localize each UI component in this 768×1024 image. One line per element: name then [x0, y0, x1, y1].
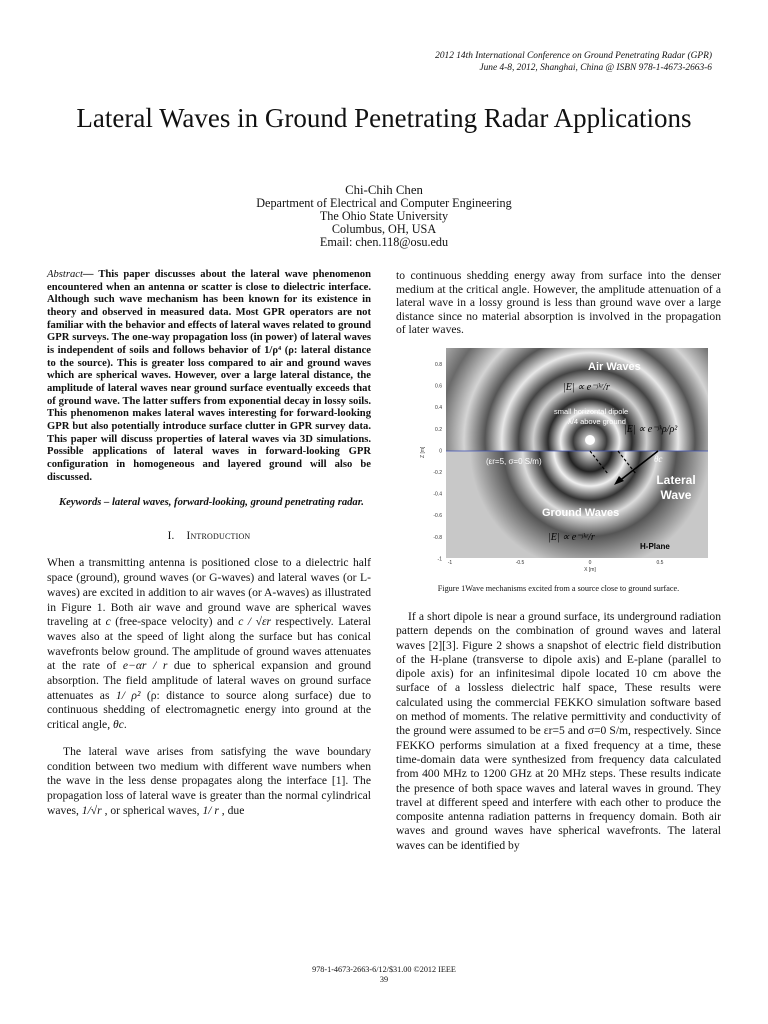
y-tick-label: -0.2	[433, 470, 442, 476]
intro-text: (free-space velocity) and	[110, 615, 239, 629]
abstract-text: — This paper discusses about the lateral wave phenomenon encountered when an antenna or scatter is close to dielectric interface. Although such wave mechanism has been known for its existence in theory and observed in measured data. Most GPR operators are not familiar with the behavior and effects of lateral waves related to ground GPR surveys. The one-way propagation loss (in power) of lateral waves is independent of soils and follows behavior of 1/ρ⁴ (ρ: lateral distance to the source). This is greater loss compared to air and ground waves which are spherical waves. However, over a large lateral distance, the amplitude of lateral waves near ground surface eventually exceeds that of ground wave. The latter suffers from exponential decay in lossy soils. This phenomenon makes lateral waves interesting for forward-looking GPR but also potentially introduce surface clutter in GPR survey data. This paper will discuss properties of lateral waves via 3D simulations. Possible applications of lateral waves in forward-looking GPR configuration in homogeneous and layered ground will also be discussed.	[47, 269, 371, 483]
author-city: Columbus, OH, USA	[331, 222, 437, 236]
author-block	[40, 184, 728, 249]
figure-1	[418, 344, 712, 572]
y-tick-label: 0	[439, 448, 442, 455]
label-air-waves: Air Waves	[588, 361, 641, 373]
page-footer	[0, 965, 768, 985]
y-tick-label: 0.8	[435, 362, 442, 368]
math-theta-c: θc	[113, 718, 124, 732]
intro-text: respectively. Lateral waves also at the speed of light along the surface but has conical wavefronts below ground. The amplitude of ground waves attenuates at the rate of	[47, 615, 372, 673]
math-exp-decay: e−αr / r	[122, 659, 168, 673]
right-column-body	[396, 610, 721, 853]
formula-lateral: |E| ∝ e⁻ʲᵏρ/ρ²	[624, 424, 678, 435]
math-one-over-rho2: 1/ ρ²	[115, 688, 141, 702]
y-ticks	[433, 362, 442, 562]
x-tick-label: -0.5	[515, 560, 525, 566]
math-c-sqrt-er: c / √εr	[238, 615, 272, 629]
label-theta: θc	[654, 454, 663, 464]
conference-line: 2012 14th International Conference on Ground Penetrating Radar (GPR)	[435, 51, 712, 61]
section-title: Introduction	[186, 529, 251, 542]
abstract-label: Abstract	[47, 269, 83, 280]
keywords: Keywords – lateral waves, forward-looking, ground penetrating radar.	[59, 497, 364, 509]
left-column	[47, 269, 371, 818]
label-medium: (εr=5, σ=0 S/m)	[486, 457, 542, 466]
section-number: I.	[167, 529, 175, 542]
label-dipole-height: λ/4 above ground	[568, 417, 626, 426]
paper-title: Lateral Waves in Ground Penetrating Radar Applications	[76, 103, 692, 133]
y-tick-label: -0.4	[433, 491, 442, 498]
label-wave: Wave	[660, 488, 692, 502]
author-department: Department of Electrical and Computer Engineering	[256, 196, 512, 210]
right-column-top	[396, 269, 721, 337]
y-tick-label: 0.6	[435, 383, 442, 390]
author-university: The Ohio State University	[319, 209, 449, 223]
author-email: Email: chen.118@osu.edu	[319, 235, 449, 249]
intro-paragraph-2	[47, 745, 371, 819]
math-c: c	[105, 615, 111, 629]
y-axis-label: Z [m]	[420, 446, 426, 458]
y-tick-label: -0.6	[433, 513, 442, 520]
section-heading	[47, 530, 371, 543]
y-tick-label: 0.4	[435, 405, 442, 412]
label-h-plane: H-Plane	[640, 542, 670, 551]
conference-date-isbn: June 4-8, 2012, Shanghai, China @ ISBN 978-1-4673-2663-6	[479, 63, 712, 73]
intro-text: When a transmitting antenna is positioned close to a dielectric half space (ground), ground waves (or G-waves) and lateral waves (or L-waves) are excited in addition to air waves (or A-waves) as illustrated in Figure 1. Both air wave and ground wave are spherical waves traveling at	[47, 556, 371, 629]
intro-text: , or spherical waves,	[101, 803, 203, 817]
y-tick-label: -0.8	[433, 534, 442, 541]
x-tick-label: 0	[588, 560, 592, 566]
formula-air: |E| ∝ e⁻ʲᵏʳ/r	[563, 382, 610, 393]
math-one-over-r: 1/ r	[202, 803, 219, 817]
label-ground-waves: Ground Waves	[542, 507, 620, 519]
intro-text: , due	[218, 803, 245, 817]
x-tick-label: 0.5	[656, 560, 664, 566]
y-tick-label: -1	[437, 556, 442, 563]
formula-ground: |E| ∝ e⁻ʲᵏʳ/r	[548, 532, 595, 543]
math-one-over-sqrt-r: 1/√r	[81, 803, 102, 817]
label-dipole: small horizontal dipole	[554, 407, 629, 416]
body-paragraph: If a short dipole is near a ground surface, its underground radiation pattern depends on the combination of ground waves and lateral waves [2][3]. Figure 2 shows a snapshot of electric field distribution of the H-plane (transverse to dipole axis) and E-plane (parallel to dipole axis) for an infinitesimal dipole located 10 cm above the surface of a lossless dielectric half space, These results were calculated using the commercial FEKKO simulation software based on method of moments. The relative permittivity and conductivity of the ground were assumed to be εr=5 and σ=0 S/m, respectively. Since FEKKO performs simulation at a fixed frequency at a time, these time-domain data were synthesized from frequency data calculated from 400 MHz to 1200 GHz at 20 MHz steps. These results indicate the presence of both space waves and lateral waves in ground. They travel at different speed and interfere with each other to produce the composite antenna radiation patterns in frequency domain. Both air waves and ground waves have spherical wavefronts. The lateral waves can be identified by	[396, 610, 721, 852]
abstract	[47, 269, 371, 484]
intro-text: .	[123, 718, 127, 732]
x-axis-label: X [m]	[584, 567, 596, 572]
intro-text: (ρ: distance to source along surface) due to continuous shedding of electromagnetic energy into ground at the critical angle,	[47, 688, 371, 732]
figure-caption: Figure 1Wave mechanisms excited from a source close to ground surface.	[437, 584, 680, 593]
copyright: 978-1-4673-2663-6/12/$31.00 ©2012 IEEE	[312, 965, 456, 974]
page-number: 39	[379, 975, 389, 984]
x-ticks	[448, 560, 664, 566]
intro-paragraph-1	[47, 556, 371, 732]
y-tick-label: 0.2	[435, 426, 442, 433]
intro-text: The lateral wave arises from satisfying the wave boundary condition between two medium with different wave numbers when the wave in the less dense propagates along the interface [1]. The propagation loss of lateral wave is greater than the normal cylindrical waves,	[47, 744, 371, 817]
label-lateral: Lateral	[656, 473, 696, 487]
continued-paragraph: to continuous shedding energy away from surface into the denser medium at the critical angle. However, the amplitude attenuation of a lateral wave in a lossy ground is less than ground wave over a large distance since no material absorption is involved in the propagation of later waves.	[396, 269, 721, 337]
conference-header	[312, 50, 712, 74]
x-tick-label: -1	[447, 560, 453, 566]
author-name: Chi-Chih Chen	[345, 183, 423, 197]
intro-text: due to spherical expansion and ground absorption. The field amplitude of lateral waves on ground surface attenuates as	[47, 659, 372, 702]
